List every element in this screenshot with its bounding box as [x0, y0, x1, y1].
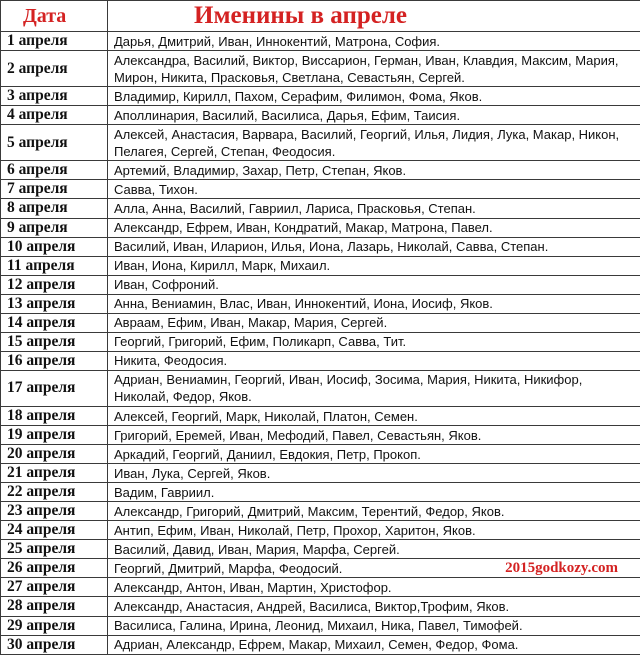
date-cell: 15 апреля — [1, 332, 108, 351]
names-text: Аполлинария, Василий, Василиса, Дарья, Ефим, Таисия. — [114, 107, 461, 123]
table-title: Именины в апреле — [108, 1, 640, 32]
names-cell — [108, 502, 640, 521]
names-text: Анна, Вениамин, Влас, Иван, Иннокентий, Иона, Иосиф, Яков. — [114, 296, 493, 312]
table-row — [1, 218, 640, 237]
names-text: Василий, Давид, Иван, Мария, Марфа, Сергей. — [114, 541, 400, 557]
names-cell — [108, 597, 640, 616]
date-column-header: Дата — [1, 1, 108, 32]
date-cell: 22 апреля — [1, 483, 108, 502]
table-row — [1, 180, 640, 199]
names-text: Адриан, Александр, Ефрем, Макар, Михаил, Семен, Федор, Фома. — [114, 637, 519, 653]
names-cell — [108, 199, 640, 218]
site-watermark: 2015godkozy.com — [505, 560, 618, 577]
table-row — [1, 464, 640, 483]
names-text: Георгий, Григорий, Ефим, Поликарп, Савва, Тит. — [114, 334, 407, 350]
date-cell: 11 апреля — [1, 256, 108, 275]
names-text: Савва, Тихон. — [114, 181, 198, 197]
names-cell — [108, 332, 640, 351]
date-cell: 13 апреля — [1, 294, 108, 313]
table-row — [1, 294, 640, 313]
names-cell — [108, 521, 640, 540]
names-text: Дарья, Дмитрий, Иван, Иннокентий, Матрона, София. — [114, 33, 441, 49]
date-cell: 20 апреля — [1, 445, 108, 464]
table-row — [1, 32, 640, 51]
names-cell — [108, 275, 640, 294]
table-row — [1, 426, 640, 445]
names-cell — [108, 370, 640, 406]
names-cell — [108, 351, 640, 370]
names-text: Алексей, Анастасия, Варвара, Василий, Георгий, Илья, Лидия, Лука, Макар, Никон, Пелагея, Сергей, Степан, Феодосия. — [114, 126, 620, 159]
table-row — [1, 87, 640, 106]
table-row — [1, 597, 640, 616]
names-text: Никита, Феодосия. — [114, 353, 228, 369]
date-cell: 9 апреля — [1, 218, 108, 237]
table-row — [1, 313, 640, 332]
table-row — [1, 106, 640, 125]
table-row — [1, 616, 640, 635]
names-text: Георгий, Дмитрий, Марфа, Феодосий. — [114, 560, 343, 576]
date-cell: 21 апреля — [1, 464, 108, 483]
table-row — [1, 161, 640, 180]
header-row — [1, 1, 640, 32]
date-cell: 4 апреля — [1, 106, 108, 125]
names-text: Александр, Григорий, Дмитрий, Максим, Терентий, Федор, Яков. — [114, 503, 505, 519]
names-text: Антип, Ефим, Иван, Николай, Петр, Прохор, Харитон, Яков. — [114, 522, 476, 538]
date-cell: 12 апреля — [1, 275, 108, 294]
names-text: Иван, Иона, Кирилл, Марк, Михаил. — [114, 258, 331, 274]
table-row — [1, 275, 640, 294]
names-cell — [108, 87, 640, 106]
date-cell: 3 апреля — [1, 87, 108, 106]
table-row — [1, 559, 640, 578]
date-cell: 8 апреля — [1, 199, 108, 218]
table-row — [1, 540, 640, 559]
names-text: Вадим, Гавриил. — [114, 484, 215, 500]
date-cell: 10 апреля — [1, 237, 108, 256]
names-text: Владимир, Кирилл, Пахом, Серафим, Филимон, Фома, Яков. — [114, 88, 483, 104]
date-cell: 25 апреля — [1, 540, 108, 559]
names-text: Григорий, Еремей, Иван, Мефодий, Павел, Севастьян, Яков. — [114, 427, 482, 443]
date-cell: 17 апреля — [1, 370, 108, 406]
date-cell: 2 апреля — [1, 51, 108, 87]
date-cell: 7 апреля — [1, 180, 108, 199]
names-cell — [108, 237, 640, 256]
names-text: Артемий, Владимир, Захар, Петр, Степан, Яков. — [114, 162, 407, 178]
names-cell — [108, 218, 640, 237]
table-row — [1, 635, 640, 654]
names-text: Василий, Иван, Иларион, Илья, Иона, Лазарь, Николай, Савва, Степан. — [114, 239, 549, 255]
names-cell — [108, 559, 640, 578]
names-cell — [108, 180, 640, 199]
table-row — [1, 351, 640, 370]
date-cell: 6 апреля — [1, 161, 108, 180]
names-text: Александр, Анастасия, Андрей, Василиса, Виктор,Трофим, Яков. — [114, 598, 510, 614]
table-row — [1, 125, 640, 161]
names-cell — [108, 540, 640, 559]
date-cell: 19 апреля — [1, 426, 108, 445]
date-cell: 30 апреля — [1, 635, 108, 654]
names-cell — [108, 32, 640, 51]
names-text: Аркадий, Георгий, Даниил, Евдокия, Петр, Прокоп. — [114, 446, 421, 462]
names-cell — [108, 161, 640, 180]
names-cell — [108, 313, 640, 332]
table-row — [1, 445, 640, 464]
names-cell — [108, 635, 640, 654]
names-text: Александр, Антон, Иван, Мартин, Христофор. — [114, 579, 392, 595]
names-text: Иван, Софроний. — [114, 277, 219, 293]
names-text: Иван, Лука, Сергей, Яков. — [114, 465, 271, 481]
names-cell — [108, 578, 640, 597]
date-cell: 1 апреля — [1, 32, 108, 51]
date-cell: 27 апреля — [1, 578, 108, 597]
names-text: Василиса, Галина, Ирина, Леонид, Михаил, Ника, Павел, Тимофей. — [114, 618, 523, 634]
names-cell — [108, 125, 640, 161]
names-text: Александра, Василий, Виктор, Виссарион, Герман, Иван, Клавдия, Максим, Мария, Мирон, Никита, Прасковья, Светлана, Севастьян, Сергей. — [114, 52, 619, 85]
names-text: Александр, Ефрем, Иван, Кондратий, Макар, Матрона, Павел. — [114, 220, 493, 236]
table-row — [1, 332, 640, 351]
names-text: Адриан, Вениамин, Георгий, Иван, Иосиф, Зосима, Мария, Никита, Никифор, Николай, Федор, Яков. — [114, 372, 583, 405]
names-cell — [108, 464, 640, 483]
names-cell — [108, 256, 640, 275]
table-row — [1, 237, 640, 256]
table-row — [1, 51, 640, 87]
date-cell: 18 апреля — [1, 406, 108, 425]
names-cell — [108, 106, 640, 125]
date-cell: 26 апреля — [1, 559, 108, 578]
date-cell: 29 апреля — [1, 616, 108, 635]
table-row — [1, 199, 640, 218]
names-cell — [108, 483, 640, 502]
date-cell: 14 апреля — [1, 313, 108, 332]
table-row — [1, 406, 640, 425]
date-cell: 5 апреля — [1, 125, 108, 161]
names-text: Алла, Анна, Василий, Гавриил, Лариса, Прасковья, Степан. — [114, 200, 476, 216]
table-row — [1, 502, 640, 521]
names-cell — [108, 294, 640, 313]
names-cell — [108, 51, 640, 87]
date-cell: 16 апреля — [1, 351, 108, 370]
names-cell — [108, 616, 640, 635]
table-row — [1, 370, 640, 406]
names-text: Авраам, Ефим, Иван, Макар, Мария, Сергей. — [114, 315, 388, 331]
table-row — [1, 483, 640, 502]
table-row — [1, 521, 640, 540]
date-cell: 23 апреля — [1, 502, 108, 521]
table-row — [1, 578, 640, 597]
date-cell: 28 апреля — [1, 597, 108, 616]
names-text: Алексей, Георгий, Марк, Николай, Платон, Семен. — [114, 408, 418, 424]
names-cell — [108, 406, 640, 425]
names-cell — [108, 445, 640, 464]
date-cell: 24 апреля — [1, 521, 108, 540]
table-row — [1, 256, 640, 275]
names-cell — [108, 426, 640, 445]
